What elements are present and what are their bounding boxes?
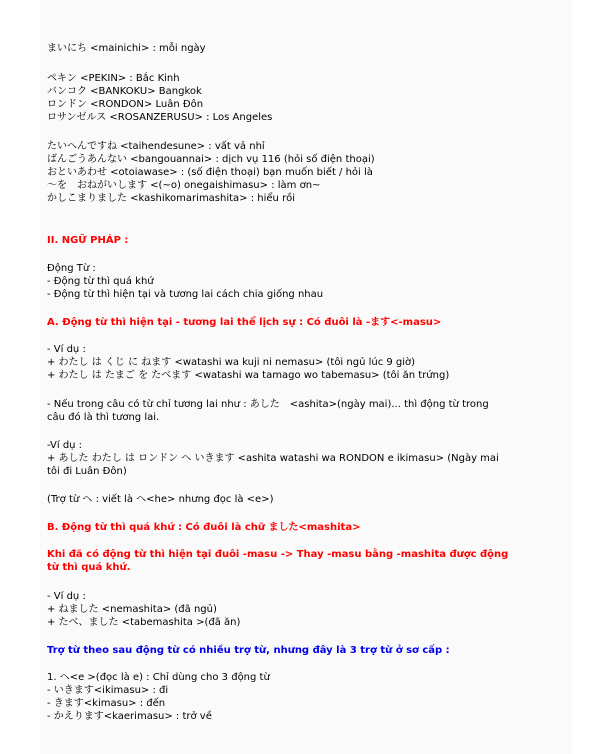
- section-a-heading: A. Động từ thì hiện tại - tương lai thể lịch sự : Có đuôi là -ます<-masu>: [47, 317, 442, 328]
- verb-intro-line: - Động từ thì quá khứ: [47, 276, 154, 287]
- particle-note: (Trợ từ へ : viết là へ<he> nhưng đọc là <e>): [47, 494, 274, 505]
- example-line: + わたし は くじ に ねます <watashi wa kuji ni nemasu> (tôi ngủ lúc 9 giờ): [47, 357, 416, 368]
- vocab-line: まいにち <mainichi> : mỗi ngày: [47, 43, 206, 54]
- particles-heading: Trợ từ theo sau động từ có nhiều trợ từ, nhưng đây là 3 trợ từ ở sơ cấp :: [47, 645, 450, 656]
- example-line: -Ví dụ :: [47, 440, 83, 451]
- phrase-vocab-line: おといあわせ <otoiawase> : (số điện thoại) bạn muốn biết / hỏi là: [47, 167, 373, 178]
- particles-heading-block: [47, 644, 587, 657]
- section-b-rule-block: [47, 548, 587, 574]
- verb-intro-line: - Động từ thì hiện tại và tương lai cách chia giống nhau: [47, 289, 324, 300]
- grammar-heading-block: [47, 234, 587, 247]
- particle-list-item: - かえります<kaerimasu> : trở về: [47, 711, 212, 722]
- city-vocab-line: バンコク <BANKOKU> Bangkok: [47, 86, 202, 97]
- phrase-vocab-line: かしこまりました <kashikomarimashita> : hiểu rồi: [47, 193, 296, 204]
- section-b-heading: B. Động từ thì quá khứ : Có đuôi là chữ ました<mashita>: [47, 522, 361, 533]
- particle-list-item: - いきます<ikimasu> : đi: [47, 685, 169, 696]
- example-line: tôi đi Luân Đôn): [47, 466, 127, 477]
- grammar-heading: II. NGỮ PHÁP :: [47, 235, 129, 246]
- section-a-examples-block: [47, 343, 587, 382]
- future-note-block: [47, 398, 587, 424]
- particle-list-item: 1. へ<e >(đọc là e) : Chỉ dùng cho 3 động từ: [47, 672, 270, 683]
- particle-list-item: - きます<kimasu> : đến: [47, 698, 166, 709]
- example-line: - Ví dụ :: [47, 344, 86, 355]
- future-examples-block: [47, 439, 587, 478]
- city-vocab-line: ロサンゼルス <ROSANZERUSU> : Los Angeles: [47, 112, 273, 123]
- example-line: + たべ、ました <tabemashita >(đã ăn): [47, 617, 241, 628]
- example-line: + あした わたし は ロンドン へ いきます <ashita watashi wa RONDON e ikimasu> (Ngày mai: [47, 453, 499, 464]
- phrase-vocab-line: ばんごうあんない <bangouannai> : dịch vụ 116 (hỏi số điện thoại): [47, 154, 375, 165]
- section-b-examples-block: [47, 590, 587, 629]
- section-b-rule-line: từ thì quá khứ.: [47, 562, 131, 573]
- particle-note-block: [47, 493, 587, 506]
- section-b-heading-block: [47, 521, 587, 534]
- phrase-vocab-line: ～を おねがいします <(~o) onegaishimasu> : làm ơn~: [47, 180, 321, 191]
- example-line: - Ví dụ :: [47, 591, 86, 602]
- example-line: + ねました <nemashita> (đã ngủ): [47, 604, 217, 615]
- section-a-heading-block: [47, 316, 587, 329]
- verb-intro-block: [47, 262, 587, 301]
- city-vocab-block: [47, 72, 587, 124]
- phrase-vocab-block: [47, 140, 587, 205]
- section-b-rule-line: Khi đã có động từ thì hiện tại đuôi -masu -> Thay -masu bằng -mashita được động: [47, 549, 509, 560]
- verb-intro-line: Động Từ :: [47, 263, 96, 274]
- vocab-daily-block: [47, 42, 587, 55]
- city-vocab-line: ペキン <PEKIN> : Bắc Kinh: [47, 73, 180, 84]
- city-vocab-line: ロンドン <RONDON> Luân Đôn: [47, 99, 204, 110]
- phrase-vocab-line: たいへんですね <taihendesune> : vất vả nhỉ: [47, 141, 265, 152]
- future-note-line: - Nếu trong câu có từ chỉ tương lai như : あした <ashita>(ngày mai)... thì động từ trong: [47, 399, 489, 410]
- example-line: + わたし は たまご を たべます <watashi wa tamago wo tabemasu> (tôi ăn trứng): [47, 370, 450, 381]
- particles-list-block: [47, 671, 587, 723]
- future-note-line: câu đó là thì tương lai.: [47, 412, 160, 423]
